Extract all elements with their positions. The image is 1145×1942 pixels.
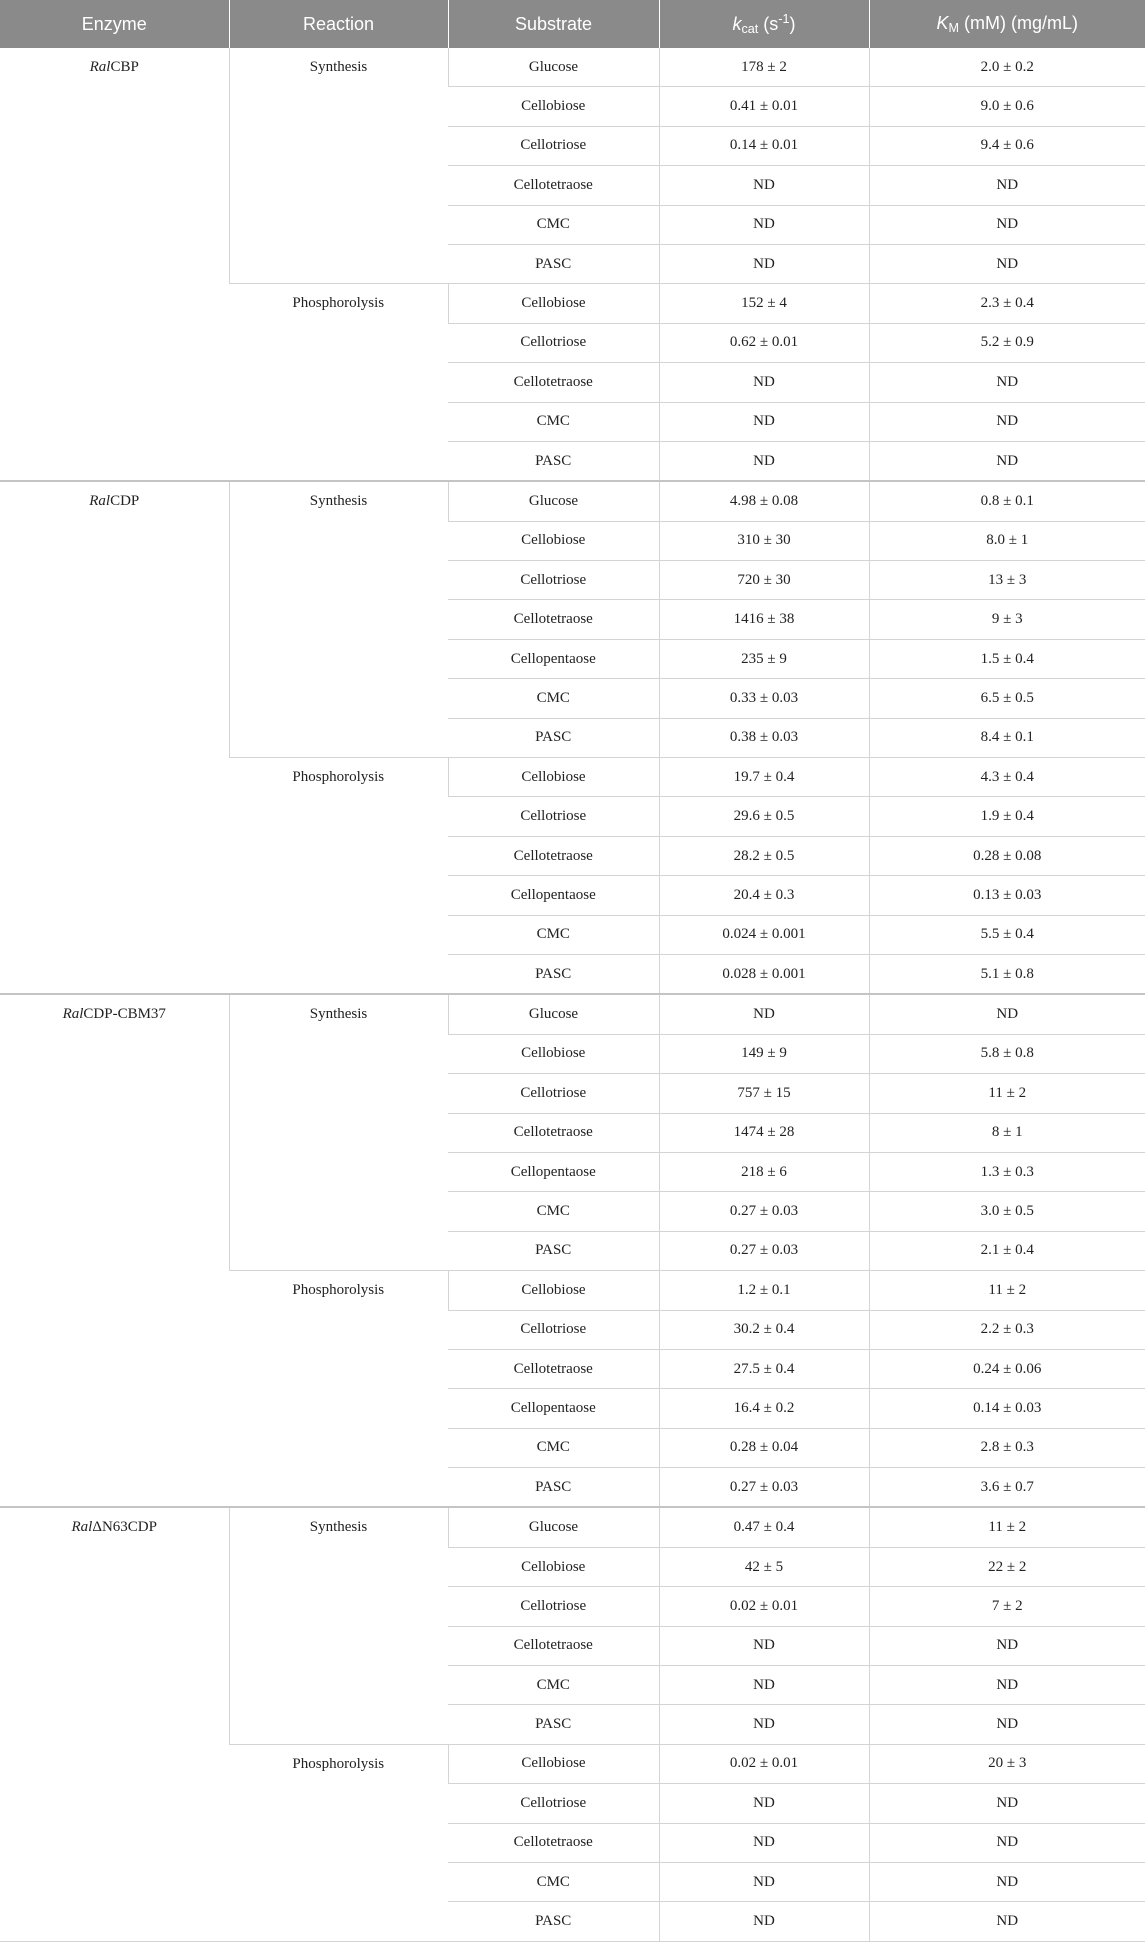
km-cell: ND (869, 363, 1145, 402)
enzyme-prefix: Ral (62, 1006, 84, 1023)
substrate-cell: PASC (448, 1468, 659, 1508)
substrate-cell: Cellopentaose (448, 876, 659, 915)
enzyme-prefix: Ral (89, 59, 111, 75)
enzyme-name: CDP-CBM37 (83, 1006, 166, 1023)
substrate-cell: PASC (448, 441, 659, 481)
substrate-cell: Glucose (448, 1507, 659, 1547)
table-header (0, 0, 1145, 48)
km-cell: ND (869, 244, 1145, 283)
substrate-cell: Glucose (448, 48, 659, 87)
km-cell: 5.5 ± 0.4 (869, 915, 1145, 954)
reaction-cell: Phosphorolysis (229, 1744, 448, 1941)
enzyme-cell (0, 1507, 229, 1941)
km-cell: 11 ± 2 (869, 1271, 1145, 1310)
substrate-cell: Glucose (448, 481, 659, 521)
substrate-cell: CMC (448, 205, 659, 244)
kcat-cell: 4.98 ± 0.08 (659, 481, 869, 521)
km-cell: 2.0 ± 0.2 (869, 48, 1145, 87)
substrate-cell: Cellobiose (448, 1744, 659, 1783)
km-cell: 4.3 ± 0.4 (869, 758, 1145, 797)
km-cell: 0.24 ± 0.06 (869, 1349, 1145, 1388)
reaction-cell: Phosphorolysis (229, 758, 448, 995)
kcat-cell: ND (659, 1626, 869, 1665)
kcat-cell: 0.024 ± 0.001 (659, 915, 869, 954)
km-cell: 8.0 ± 1 (869, 521, 1145, 560)
km-cell: 11 ± 2 (869, 1507, 1145, 1547)
kcat-cell: ND (659, 1705, 869, 1744)
kcat-cell: 1474 ± 28 (659, 1113, 869, 1152)
substrate-cell: Cellopentaose (448, 639, 659, 678)
substrate-cell: CMC (448, 1192, 659, 1231)
kcat-cell: 29.6 ± 0.5 (659, 797, 869, 836)
km-cell: 6.5 ± 0.5 (869, 679, 1145, 718)
kcat-cell: ND (659, 166, 869, 205)
header-row (0, 0, 1145, 48)
reaction-cell: Phosphorolysis (229, 284, 448, 481)
km-cell: 13 ± 3 (869, 561, 1145, 600)
kcat-cell: 0.62 ± 0.01 (659, 323, 869, 362)
substrate-cell: Cellopentaose (448, 1389, 659, 1428)
header-km (869, 0, 1145, 48)
substrate-cell: CMC (448, 1666, 659, 1705)
substrate-cell: PASC (448, 244, 659, 283)
kcat-cell: 0.27 ± 0.03 (659, 1192, 869, 1231)
kcat-cell: 1416 ± 38 (659, 600, 869, 639)
km-symbol: K (936, 12, 949, 33)
kcat-cell: 0.28 ± 0.04 (659, 1428, 869, 1467)
enzyme-prefix: Ral (89, 493, 111, 510)
kcat-cell: ND (659, 1784, 869, 1823)
substrate-cell: Cellobiose (448, 1547, 659, 1586)
substrate-cell: Cellotetraose (448, 1823, 659, 1862)
kcat-cell: 0.41 ± 0.01 (659, 87, 869, 126)
km-cell: 20 ± 3 (869, 1744, 1145, 1783)
table-row (0, 1507, 1145, 1547)
table-body (0, 48, 1145, 1941)
reaction-cell: Synthesis (229, 481, 448, 757)
kcat-cell: 0.27 ± 0.03 (659, 1468, 869, 1508)
substrate-cell: Cellotetraose (448, 1113, 659, 1152)
table-row (0, 481, 1145, 521)
kcat-cell: ND (659, 994, 869, 1034)
substrate-cell: Cellotetraose (448, 1626, 659, 1665)
substrate-cell: CMC (448, 915, 659, 954)
km-cell: 0.28 ± 0.08 (869, 836, 1145, 875)
km-subscript: M (948, 21, 960, 36)
substrate-cell: Cellobiose (448, 87, 659, 126)
substrate-cell: Cellotetraose (448, 836, 659, 875)
enzyme-name: ΔN63CDP (92, 1519, 157, 1536)
substrate-cell: PASC (448, 954, 659, 994)
substrate-cell: Cellobiose (448, 521, 659, 560)
substrate-cell: Cellotetraose (448, 363, 659, 402)
kcat-cell: 0.028 ± 0.001 (659, 954, 869, 994)
substrate-cell: Cellobiose (448, 1271, 659, 1310)
header-enzyme: Enzyme (0, 0, 229, 48)
substrate-cell: Cellotetraose (448, 1349, 659, 1388)
substrate-cell: CMC (448, 1862, 659, 1901)
substrate-cell: PASC (448, 1902, 659, 1941)
kcat-cell: 235 ± 9 (659, 639, 869, 678)
substrate-cell: Cellotriose (448, 1310, 659, 1349)
kcat-cell: ND (659, 1666, 869, 1705)
km-cell: 5.8 ± 0.8 (869, 1034, 1145, 1073)
kcat-cell: ND (659, 441, 869, 481)
kcat-cell: 0.33 ± 0.03 (659, 679, 869, 718)
kcat-subscript: cat (741, 22, 759, 37)
substrate-cell: PASC (448, 1705, 659, 1744)
kcat-cell: 757 ± 15 (659, 1074, 869, 1113)
reaction-cell: Phosphorolysis (229, 1271, 448, 1508)
kcat-cell: 0.47 ± 0.4 (659, 1507, 869, 1547)
enzyme-name: CDP (110, 493, 140, 510)
km-cell: ND (869, 1626, 1145, 1665)
km-cell: ND (869, 1666, 1145, 1705)
kcat-unit-open: (s (758, 13, 779, 34)
substrate-cell: CMC (448, 1428, 659, 1467)
reaction-cell: Synthesis (229, 48, 448, 284)
km-cell: 2.2 ± 0.3 (869, 1310, 1145, 1349)
substrate-cell: CMC (448, 402, 659, 441)
km-cell: ND (869, 1902, 1145, 1941)
kcat-cell: 16.4 ± 0.2 (659, 1389, 869, 1428)
substrate-cell: Cellotriose (448, 1074, 659, 1113)
km-cell: ND (869, 402, 1145, 441)
km-cell: 9 ± 3 (869, 600, 1145, 639)
km-cell: 1.9 ± 0.4 (869, 797, 1145, 836)
km-cell: ND (869, 1784, 1145, 1823)
kcat-cell: 178 ± 2 (659, 48, 869, 87)
kcat-cell: 720 ± 30 (659, 561, 869, 600)
substrate-cell: Cellotriose (448, 323, 659, 362)
kcat-cell: ND (659, 1902, 869, 1941)
km-cell: 9.0 ± 0.6 (869, 87, 1145, 126)
km-cell: ND (869, 1862, 1145, 1901)
km-cell: ND (869, 1705, 1145, 1744)
kcat-cell: 0.02 ± 0.01 (659, 1744, 869, 1783)
header-reaction: Reaction (229, 0, 448, 48)
substrate-cell: Cellotriose (448, 1587, 659, 1626)
header-substrate: Substrate (448, 0, 659, 48)
enzyme-prefix: Ral (71, 1519, 93, 1536)
reaction-cell: Synthesis (229, 994, 448, 1270)
kcat-cell: 27.5 ± 0.4 (659, 1349, 869, 1388)
substrate-cell: Cellobiose (448, 1034, 659, 1073)
kcat-cell: 0.14 ± 0.01 (659, 126, 869, 165)
kcat-cell: 218 ± 6 (659, 1152, 869, 1191)
substrate-cell: PASC (448, 1231, 659, 1270)
substrate-cell: Cellotriose (448, 561, 659, 600)
km-cell: 5.2 ± 0.9 (869, 323, 1145, 362)
km-cell: 2.8 ± 0.3 (869, 1428, 1145, 1467)
enzyme-cell (0, 48, 229, 481)
kcat-cell: 0.27 ± 0.03 (659, 1231, 869, 1270)
substrate-cell: Cellotetraose (448, 600, 659, 639)
kcat-cell: 42 ± 5 (659, 1547, 869, 1586)
kcat-unit-close: ) (789, 13, 796, 34)
enzyme-cell (0, 994, 229, 1507)
substrate-cell: CMC (448, 679, 659, 718)
km-cell: 0.8 ± 0.1 (869, 481, 1145, 521)
substrate-cell: Cellotriose (448, 126, 659, 165)
km-cell: 2.3 ± 0.4 (869, 284, 1145, 323)
substrate-cell: PASC (448, 718, 659, 757)
kcat-cell: ND (659, 205, 869, 244)
substrate-cell: Glucose (448, 994, 659, 1034)
kcat-cell: 1.2 ± 0.1 (659, 1271, 869, 1310)
km-cell: 3.0 ± 0.5 (869, 1192, 1145, 1231)
km-cell: 0.14 ± 0.03 (869, 1389, 1145, 1428)
kcat-cell: ND (659, 1862, 869, 1901)
kcat-cell: 28.2 ± 0.5 (659, 836, 869, 875)
substrate-cell: Cellotriose (448, 1784, 659, 1823)
table-row (0, 48, 1145, 87)
km-cell: 2.1 ± 0.4 (869, 1231, 1145, 1270)
kcat-cell: 152 ± 4 (659, 284, 869, 323)
substrate-cell: Cellopentaose (448, 1152, 659, 1191)
reaction-cell: Synthesis (229, 1507, 448, 1744)
km-cell: ND (869, 994, 1145, 1034)
km-cell: ND (869, 1823, 1145, 1862)
kcat-cell: 30.2 ± 0.4 (659, 1310, 869, 1349)
kcat-cell: ND (659, 1823, 869, 1862)
km-unit: (mM) (mg/mL) (959, 12, 1078, 33)
km-cell: 22 ± 2 (869, 1547, 1145, 1586)
km-cell: 8 ± 1 (869, 1113, 1145, 1152)
substrate-cell: Cellotriose (448, 797, 659, 836)
km-cell: 11 ± 2 (869, 1074, 1145, 1113)
km-cell: 8.4 ± 0.1 (869, 718, 1145, 757)
kcat-superscript: -1 (778, 11, 790, 26)
km-cell: 1.3 ± 0.3 (869, 1152, 1145, 1191)
kcat-cell: ND (659, 363, 869, 402)
kcat-cell: 20.4 ± 0.3 (659, 876, 869, 915)
km-cell: 5.1 ± 0.8 (869, 954, 1145, 994)
kcat-cell: ND (659, 244, 869, 283)
kcat-cell: 19.7 ± 0.4 (659, 758, 869, 797)
enzyme-name: CBP (110, 59, 139, 75)
kcat-cell: ND (659, 402, 869, 441)
km-cell: 7 ± 2 (869, 1587, 1145, 1626)
km-cell: 3.6 ± 0.7 (869, 1468, 1145, 1508)
kcat-cell: 0.02 ± 0.01 (659, 1587, 869, 1626)
substrate-cell: Cellobiose (448, 284, 659, 323)
km-cell: 0.13 ± 0.03 (869, 876, 1145, 915)
kcat-cell: 149 ± 9 (659, 1034, 869, 1073)
km-cell: 9.4 ± 0.6 (869, 126, 1145, 165)
kcat-symbol: k (732, 13, 742, 34)
km-cell: ND (869, 205, 1145, 244)
table-row (0, 994, 1145, 1034)
km-cell: ND (869, 166, 1145, 205)
km-cell: 1.5 ± 0.4 (869, 639, 1145, 678)
kcat-cell: 0.38 ± 0.03 (659, 718, 869, 757)
enzyme-cell (0, 481, 229, 994)
substrate-cell: Cellotetraose (448, 166, 659, 205)
header-kcat (659, 0, 869, 48)
kcat-cell: 310 ± 30 (659, 521, 869, 560)
substrate-cell: Cellobiose (448, 758, 659, 797)
km-cell: ND (869, 441, 1145, 481)
